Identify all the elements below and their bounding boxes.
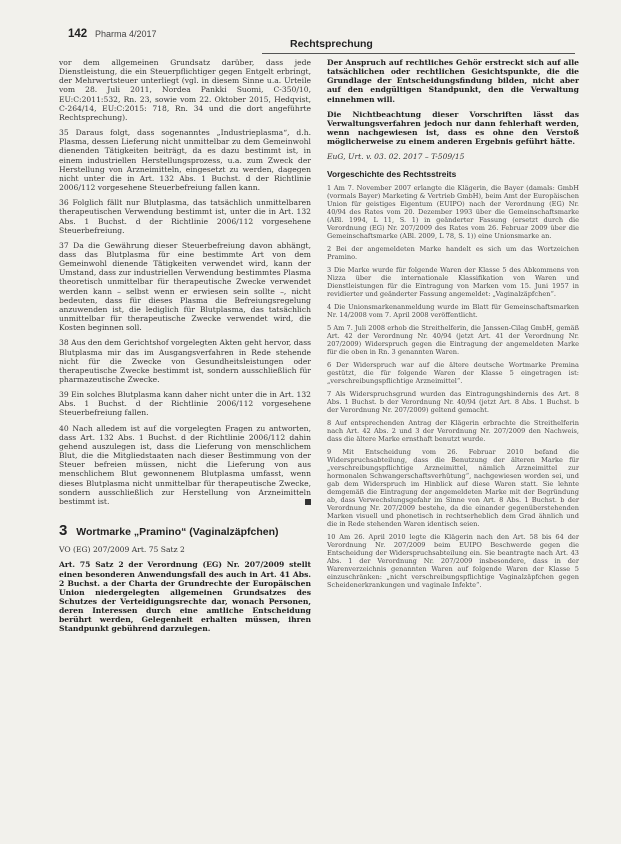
article-number: 3 [59,522,68,540]
paragraph-continued: vor dem allgemeinen Grundsatz darüber, dass jede Dienstleistung, die ein Steuerpflichtiger gegen Entgelt erbringt, der Mehrwertsteuer unterliegt (vgl. in diesem Sinne u.a. Urteile vom 28. Juli 2011, Nordea Pankki Suomi, C-350/10, EU:C:2011:532, Rn. 23, sowie vom 22. Oktober 2015, Hedqvist, C-264/14, EU:C:2015: 718, Rn. 34 und die dort angeführte Rechtsprechung). [59,58,311,122]
paragraph-35: 35 Daraus folgt, dass sogenanntes „Industrieplasma“, d.h. Plasma, dessen Lieferung nicht unmittelbar zu dem Gemeinwohl dienenden Tätigkeiten beiträgt, da es dazu bestimmt ist, in einem industriellen Herstellungsprozess, u.a. zum Zweck der Herstellung von Arzneimitteln, eingesetzt zu werden, dagegen nicht unter die in Art. 132 Abs. 1 Buchst. d der Richtlinie 2006/112 vorgesehene Steuerbefreiung fallen kann. [59,128,311,193]
paragraph-r3: 3 Die Marke wurde für folgende Waren der Klasse 5 des Abkommens von Nizza über die internationale Klassifikation von Waren und Dienstleistungen für die Eintragung von Marken vom 15. Juni 1957 in revidierter und geänderter Fassung angemeldet: „Vaginalzäpfchen“. [327,265,579,298]
paragraph-r2: 2 Bei der angemeldeten Marke handelt es sich um das Wortzeichen Pramino. [327,244,579,261]
end-of-article-mark [305,499,311,505]
paragraph-39: 39 Ein solches Blutplasma kann daher nicht unter die in Art. 132 Abs. 1 Buchst. d der Richtlinie 2006/112 vorgesehene Steuerbefreiung fallen. [59,390,311,418]
paragraph-r7: 7 Als Widerspruchsgrund wurden das Eintragungshindernis des Art. 8 Abs. 1 Buchst. b der Verordnung Nr. 40/94 (jetzt Art. 8 Abs. 1 Buchst. b der Verordnung Nr. 207/2009) geltend gemacht. [327,389,579,414]
article-heading [59,522,311,540]
paragraph-r6: 6 Der Widerspruch war auf die ältere deutsche Wortmarke Premina gestützt, die für folgende Waren der Klasse 5 eingetragen ist: „verschreibungspflichtige Arzneimittel“. [327,360,579,385]
paragraph-40-text: 40 Nach alledem ist auf die vorgelegten Fragen zu antworten, dass Art. 132 Abs. 1 Buchst. d der Richtlinie 2006/112 dahin gehend auszulegen ist, dass die Lieferung von menschlichem Blut, die die Mitgliedstaaten nach dieser Bestimmung von der Steuer befreien müssen, nicht die Lieferung von aus menschlichem Blut gewonnenem Blutplasma umfasst, wenn dieses Blutplasma nicht unmittelbar für therapeutische Zwecke, sondern ausschließlich zur Herstellung von Arzneimitteln bestimmt ist. [59,423,311,506]
paragraph-37: 37 Da die Gewährung dieser Steuerbefreiung davon abhängt, dass das Blutplasma für eine bestimmte Art von dem Gemeinwohl dienende Tätigkeiten verwendet wird, kann der Umstand, dass zur industriellen Verwendung bestimmtes Plasma theoretisch unmittelbar für therapeutische Zwecke verwendet werden kann – selbst wenn er erwiesen sein sollte –, nicht bedeuten, dass für dieses Plasma die Befreiungsregelung anzuwenden ist, die lediglich für Blutplasma, das tatsächlich unmittelbar für therapeutische Zwecke verwendet wird, die Kosten beginnen soll. [59,240,311,333]
paragraph-r1: 1 Am 7. November 2007 erlangte die Klägerin, die Bayer (damals: GmbH (vormals Bayer) Marketing & Vertrieb GmbH), beim Amt der Europäischen Union für geistiges Eigentum (EUIPO) nach der Verordnung (EG) Nr. 40/94 des Rates vom 20. Dezember 1993 über die Gemeinschaftsmarke (ABl. 1994, L 11, S. 1) in geänderter Fassung (ersetzt durch die Verordnung (EG) Nr. 207/2009 des Rates vom 26. Februar 2009 über die Gemeinschaftsmarke (ABl. 2009, L 78, S. 1)) eine Unionsmarke an. [327,183,579,240]
paragraph-36: 36 Folglich fällt nur Blutplasma, das tatsächlich unmittelbaren therapeutischen Verwendung bestimmt ist, unter die in Art. 132 Abs. 1 Buchst. d der Richtlinie 2006/112 vorgesehene Steuerbefreiung. [59,198,311,235]
right-column [327,58,579,594]
journal-name: Pharma 4/2017 [95,29,157,39]
paragraph-40 [59,424,311,506]
headnote-1: Art. 75 Satz 2 der Verordnung (EG) Nr. 207/2009 stellt einen besonderen Anwendungsfall des auch in Art. 41 Abs. 2 Buchst. a der Charta der Grundrechte der Europäischen Union niedergelegten allgemeinen Grundsatzes des Schutzes der Verteidigungsrechte dar, wonach Personen, deren Interessen durch eine amtliche Entscheidung berührt werden, Gelegenheit erhalten müssen, ihren Standpunkt gebührend darzulegen. [59,560,311,634]
article-title: Wortmarke „Pramino“ (Vaginalzäpfchen) [76,526,279,539]
paragraph-r5: 5 Am 7. Juli 2008 erhob die Streithelferin, die Janssen-Cilag GmbH, gemäß Art. 42 der Verordnung Nr. 40/94 (jetzt Art. 41 der Verordnung Nr. 207/2009) Widerspruch gegen die Eintragung der angemeldeten Marke für die oben in Rn. 3 genannten Waren. [327,323,579,356]
subheading: Vorgeschichte des Rechtsstreits [327,168,457,179]
paragraph-r4: 4 Die Unionsmarkenanmeldung wurde im Blatt für Gemeinschaftsmarken Nr. 14/2008 vom 7. April 2008 veröffentlicht. [327,302,579,319]
section-title: Rechtsprechung [290,38,373,50]
page-number: 142 [68,28,88,40]
header-rule [262,53,575,54]
headnote-2: Der Anspruch auf rechtliches Gehör erstreckt sich auf alle tatsächlichen oder rechtlichen Gesichtspunkte, die die Grundlage der Entscheidungsfindung bilden, nicht aber auf den endgültigen Standpunkt, den die Verwaltung einnehmen will. [327,58,579,104]
paragraph-r9: 9 Mit Entscheidung vom 26. Februar 2010 befand die Widerspruchsabteilung, dass die Benutzung der älteren Marke für „verschreibungspflichtige Arzneimittel, nämlich Arzneimittel zur hormonalen Schwangerschaftsverhütung“, nachgewiesen worden sei, und gab dem Widerspruch im Hinblick auf diese Waren statt. Sie lehnte demgemäß die Eintragung der angemeldeten Marke mit der Begründung ab, dass Verwechslungsgefahr im Sinne von Art. 8 Abs. 1 Buchst. b der Verordnung Nr. 207/2009 bestehe, da die einander gegenüberstehenden Marken visuell und phonetisch in rechtserheblich dem Grad ähnlich und die in Rede stehenden Waren identisch seien. [327,447,579,528]
paragraph-r10: 10 Am 26. April 2010 legte die Klägerin nach den Art. 58 bis 64 der Verordnung Nr. 207/2009 beim EUIPO Beschwerde gegen die Entscheidung der Widerspruchsabteilung ein. Sie beantragte nach Art. 43 Abs. 1 der Verordnung Nr. 207/2009 insbesondere, dass in der Warenverzeichnis genannten Waren auf folgende Waren der Klasse 5 einzuschränken: „nicht verschreibungspflichtige Vaginalzäpfchen gegen Scheidenerkrankungen und vaginale Infekte“. [327,532,579,589]
paragraph-38: 38 Aus den dem Gerichtshof vorgelegten Akten geht hervor, dass Blutplasma mir das im Ausgangsverfahren in Rede stehende nicht für die Zwecke von Gesundheitsleistungen oder therapeutische Zwecke bestimmt ist, sondern ausschließlich für pharmazeutische Zwecke. [59,338,311,384]
headnote-3: Die Nichtbeachtung dieser Vorschriften lässt das Verwaltungsverfahren jedoch nur dann fehlerhaft werden, wenn nachgewiesen ist, dass es ohne den Verstoß möglicherweise zu einem anderen Ergebnis geführt hätte. [327,109,579,147]
left-column [59,58,311,640]
paragraph-r8: 8 Auf entsprechenden Antrag der Klägerin erbrachte die Streithelferin nach Art. 42 Abs. 2 und 3 der Verordnung Nr. 207/2009 den Nachweis, dass die ältere Marke ernsthaft benutzt wurde. [327,418,579,443]
court-citation: EuG, Urt. v. 03. 02. 2017 – T-509/15 [327,152,465,162]
regulation-reference: VO (EG) 207/2009 Art. 75 Satz 2 [59,545,185,555]
page-header [0,0,621,50]
